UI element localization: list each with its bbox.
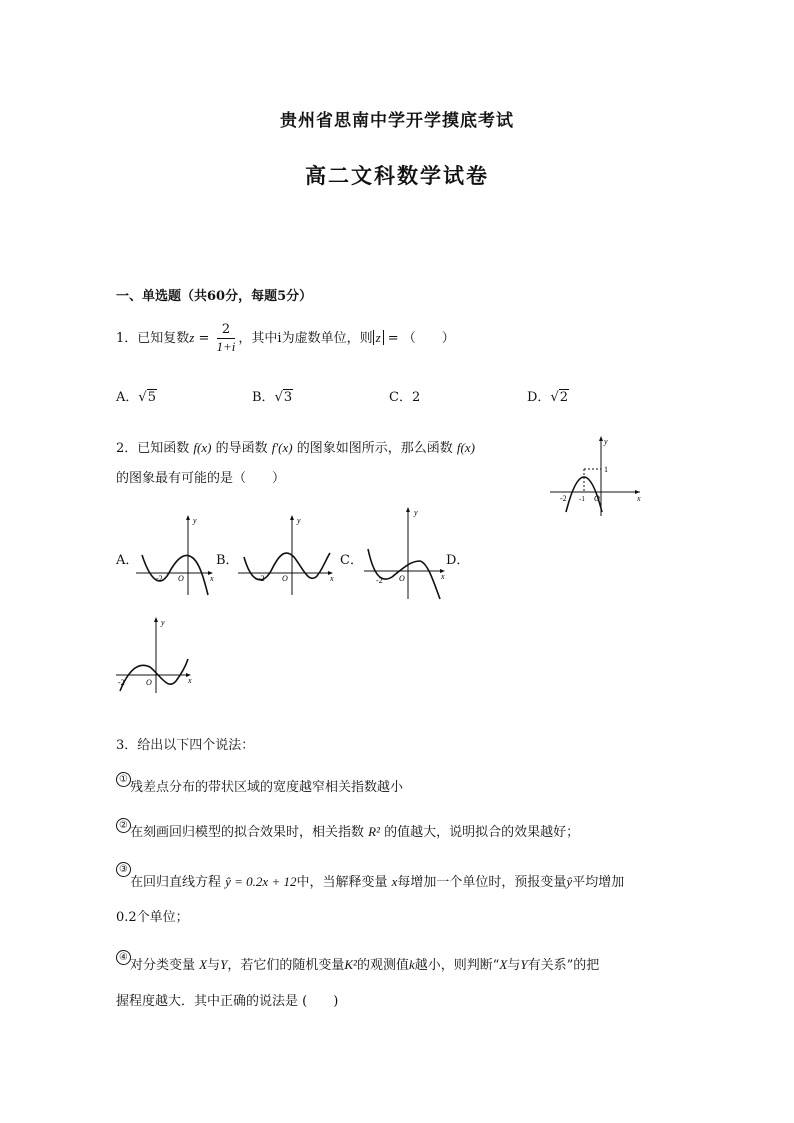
q2-option-d-label: D．: [446, 553, 470, 568]
q1-option-b: B．√3: [252, 390, 293, 405]
q2-option-c-label: C．: [340, 553, 363, 568]
question-2-stem-line2: 的图象最有可能的是（ ）: [116, 471, 286, 486]
statement-3-text-line2: 0.2个单位；: [116, 910, 189, 925]
tick-label-neg2: -2: [560, 494, 567, 503]
svg-text:y: y: [161, 618, 165, 627]
question-1-stem: 1．已知复数z = $\frac{2}{1+i}$ ，其中i为虚数单位，则 z = （ ）: [116, 322, 455, 354]
q2-option-a-graph: [134, 513, 216, 597]
statement-2-number: ②: [116, 813, 131, 833]
svg-text:x: x: [210, 574, 214, 583]
q1-option-a: A．√5: [116, 390, 156, 405]
svg-text:y: y: [297, 516, 301, 525]
svg-text:y: y: [414, 508, 418, 517]
svg-text:-2: -2: [376, 576, 383, 585]
q1-option-c: C．2: [389, 390, 421, 405]
q2-option-b-graph: [236, 513, 336, 597]
svg-text:x: x: [441, 572, 445, 581]
svg-text:x: x: [188, 676, 192, 685]
q2-option-d-graph: [114, 615, 196, 695]
statement-4-text-line2: 握程度越大．其中正确的说法是 ( ): [116, 994, 339, 1009]
fraction: $\frac{2}{1+i}$: [216, 322, 236, 354]
svg-text:O: O: [178, 574, 184, 583]
exam-title: 高二文科数学试卷: [305, 163, 489, 188]
statement-3-number: ③: [116, 857, 131, 877]
q2-option-c-graph: [362, 505, 448, 601]
svg-text:O: O: [282, 574, 288, 583]
section-heading: 一、单选题（共60分，每题5分）: [116, 289, 313, 304]
svg-text:O: O: [146, 678, 152, 687]
svg-text:-2: -2: [156, 574, 163, 583]
svg-text:-2: -2: [258, 574, 265, 583]
svg-text:-2: -2: [118, 678, 125, 687]
question-2-stem: 2．已知函数 f(x) 的导函数 f′(x) 的图象如图所示，那么函数 f(x): [116, 440, 475, 456]
derivative-graph: [546, 432, 646, 518]
svg-text:O: O: [399, 574, 405, 583]
statement-2-text: 在刻画回归模型的拟合效果时，相关指数 R² 的值越大，说明拟合的效果越好；: [130, 824, 580, 840]
statement-1-text: 残差点分布的带状区域的宽度越窄相关指数越小: [130, 780, 404, 795]
school-title: 贵州省思南中学开学摸底考试: [280, 111, 514, 131]
q1-option-d: D．√2: [527, 390, 569, 405]
origin-label: O: [594, 494, 600, 503]
statement-4-text: 对分类变量 X与Y，若它们的随机变量K²的观测值k越小，则判断“X与Y有关系”的把: [130, 957, 600, 973]
tick-label-neg1: -1: [579, 495, 585, 503]
q2-option-a-label: A．: [116, 553, 139, 568]
statement-3-text: 在回归直线方程 ŷ = 0.2x + 12中，当解释变量 x每增加一个单位时，预报变量ŷ平均增加: [130, 874, 625, 890]
statement-4-number: ④: [116, 945, 131, 965]
tick-label-1: 1: [604, 465, 608, 474]
axis-label-y: y: [604, 437, 608, 446]
q2-option-b-label: B．: [216, 553, 239, 568]
statement-1-number: ①: [116, 767, 131, 787]
axis-label-x: x: [637, 494, 641, 503]
question-3-stem: 3．给出以下四个说法：: [116, 738, 255, 753]
svg-text:x: x: [330, 574, 334, 583]
svg-text:y: y: [193, 516, 197, 525]
